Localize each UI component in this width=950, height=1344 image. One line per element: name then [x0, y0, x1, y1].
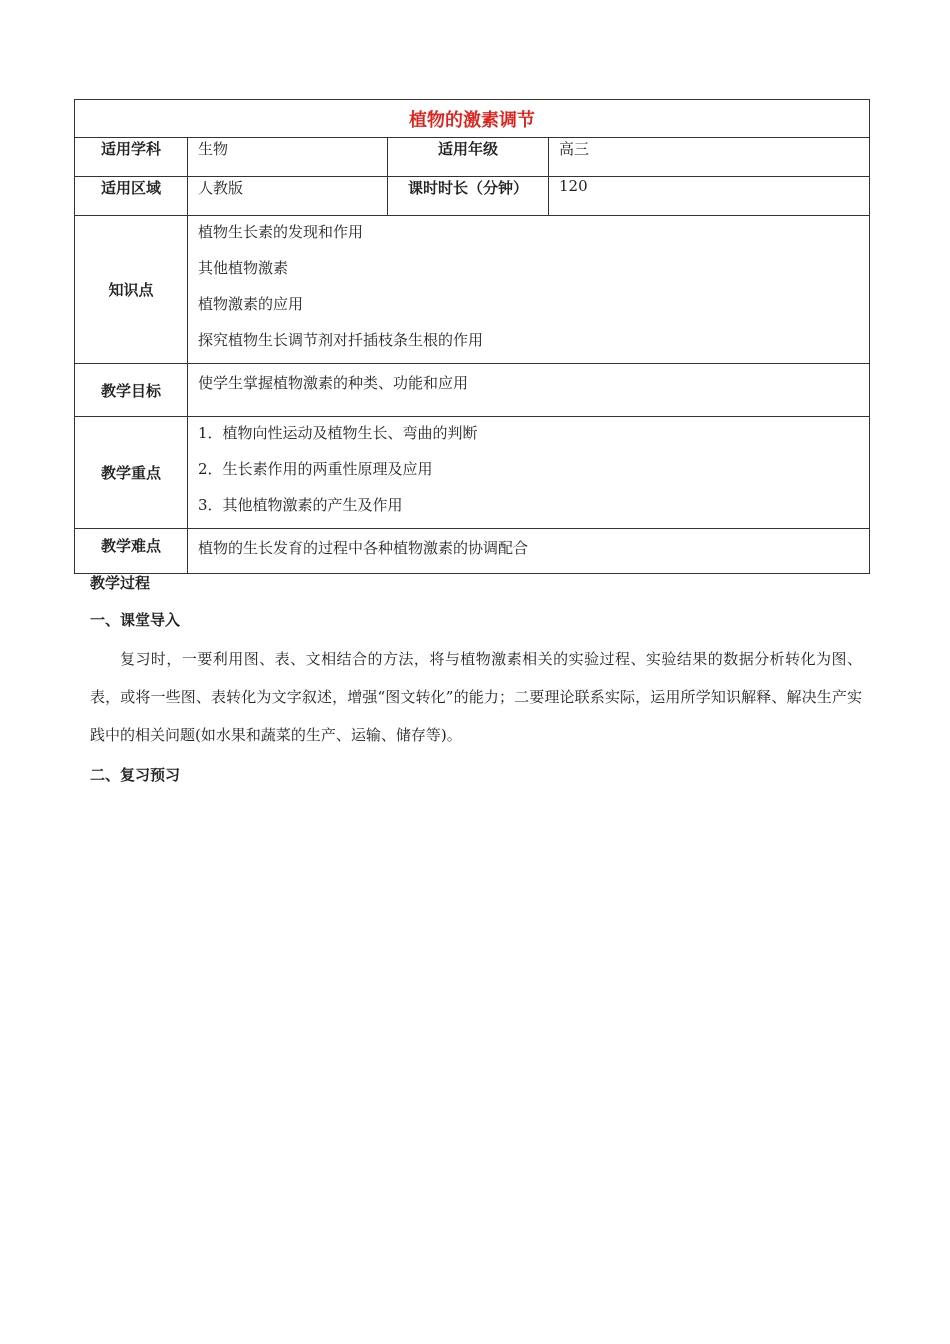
region-value: 人教版: [188, 177, 388, 216]
knowledge-item: 探究植物生长调节剂对扦插枝条生根的作用: [198, 331, 484, 349]
subject-row: [75, 138, 870, 177]
subject-label: 适用学科: [75, 138, 188, 177]
key-item: 3．其他植物激素的产生及作用: [198, 496, 403, 514]
section-1-title: 一、课堂导入: [90, 611, 181, 629]
key-item: 2．生长素作用的两重性原理及应用: [198, 460, 433, 478]
grade-label: 适用年级: [388, 138, 549, 177]
section-2-title: 二、复习预习: [90, 766, 181, 784]
key-list: [188, 417, 870, 529]
difficulty-row: [75, 529, 870, 574]
process-heading: 教学过程: [90, 574, 151, 592]
difficulty-label: 教学难点: [75, 529, 188, 574]
grade-value: 高三: [549, 138, 870, 177]
difficulty-value: 植物的生长发育的过程中各种植物激素的协调配合: [188, 529, 870, 574]
key-label: 教学重点: [75, 417, 188, 529]
duration-label: 课时时长（分钟）: [388, 177, 549, 216]
key-item: 1．植物向性运动及植物生长、弯曲的判断: [198, 424, 478, 442]
knowledge-list: [188, 216, 870, 364]
section-1-paragraph: 复习时，一要利用图、表、文相结合的方法，将与植物激素相关的实验过程、实验结果的数据分析转化为图、表，或将一些图、表转化为文字叙述，增强“图文转化”的能力；二要理论联系实际，运用所学知识解释、解决生产实践中的相关问题(如水果和蔬菜的生产、运输、储存等)。: [90, 650, 862, 744]
knowledge-item: 植物生长素的发现和作用: [198, 223, 364, 241]
knowledge-row: [75, 216, 870, 364]
duration-value: 120: [549, 177, 870, 216]
knowledge-item: 植物激素的应用: [198, 295, 304, 313]
knowledge-label: 知识点: [75, 216, 188, 364]
lesson-info-table: [74, 99, 870, 574]
goal-row: [75, 364, 870, 417]
goal-value: 使学生掌握植物激素的种类、功能和应用: [188, 364, 870, 417]
key-row: [75, 417, 870, 529]
subject-value: 生物: [188, 138, 388, 177]
region-label: 适用区域: [75, 177, 188, 216]
goal-label: 教学目标: [75, 364, 188, 417]
knowledge-item: 其他植物激素: [198, 259, 289, 277]
region-row: [75, 177, 870, 216]
lesson-title: 植物的激素调节: [75, 100, 870, 138]
title-row: [75, 100, 870, 138]
